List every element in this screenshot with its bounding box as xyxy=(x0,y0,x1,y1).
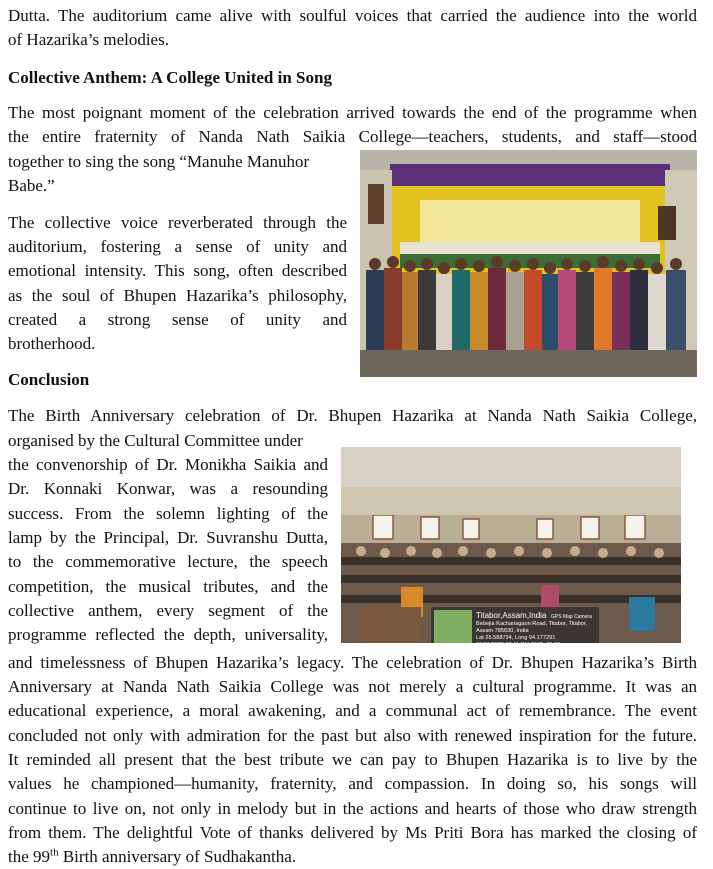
section-heading-anthem: Collective Anthem: A College United in Song xyxy=(8,68,332,87)
conclusion-narrow-line-9: programme reflected the depth, universality, xyxy=(8,625,328,644)
last-line-post: Birth anniversary of Sudhakantha. xyxy=(58,847,297,866)
gps-map-thumbnail xyxy=(434,610,472,643)
intro-line-2: of Hazarika’s melodies. xyxy=(8,30,169,49)
intro-line-1: Dutta. The auditorium came alive with soulful voices that carried the audience into the world xyxy=(8,6,697,25)
conclusion-narrow-line-1: organised by the Cultural Committee under xyxy=(8,431,303,450)
conclusion-last-line xyxy=(8,845,697,869)
conclusion-narrow-line-4: success. From the solemn lighting of the xyxy=(8,504,328,523)
conclusion-wide-line-7: continue to live on, not only in melody but in the actions and hearts of those who draw strength xyxy=(8,799,697,818)
conclusion-wide-line-3: educational experience, a moral awakening, and a communal act of remembrance. The event xyxy=(8,701,697,720)
gps-camera-badge: GPS Map Camera xyxy=(551,614,592,620)
gps-location-title: Titabor,Assam,India xyxy=(476,611,547,620)
conclusion-narrow-line-7: competition, the musical tributes, and the xyxy=(8,577,328,596)
conclusion-narrow-line-6: to the commemorative lecture, the speech xyxy=(8,552,328,571)
conclusion-wide-line-1: and timelessness of Bhupen Hazarika’s legacy. The celebration of Dr. Bhupen Hazarika’s Birth xyxy=(8,653,697,672)
conclusion-wide-line-2: Anniversary at Nanda Nath Saikia College was not merely a cultural programme. It was an xyxy=(8,677,697,696)
audience-photo-hall xyxy=(341,447,681,643)
conclusion-wide-line-4: concluded not only with admiration for the past but also with renewed inspiration for the future. xyxy=(8,726,697,745)
last-line-pre: the 99 xyxy=(8,847,51,866)
gps-datetime xyxy=(476,642,596,643)
conclusion-narrow-line-8: collective anthem, every segment of the xyxy=(8,601,328,620)
anthem-line-2: the entire fraternity of Nanda Nath Saikia College—teachers, students, and staff—stood xyxy=(8,127,697,146)
conclusion-wide-line-8: from them. The delightful Vote of thanks delivered by Ms Priti Bora has marked the closing of xyxy=(8,823,697,842)
gps-address: Bebejia Kachariagaon Road, Titabor, Titabor, Assam 785630, India xyxy=(476,621,588,634)
anthem-para2-line-2: auditorium, fostering a sense of unity and xyxy=(8,237,347,256)
anthem-line-1: The most poignant moment of the celebration arrived towards the end of the programme when xyxy=(8,103,697,122)
gps-coords: Lat 26.588734, Long 94.177291 xyxy=(476,635,556,641)
ordinal-superscript: th xyxy=(50,846,59,859)
conclusion-narrow-line-2: the convenorship of Dr. Monikha Saikia and xyxy=(8,455,328,474)
conclusion-narrow-line-3: Dr. Konnaki Konwar, was a resounding xyxy=(8,479,328,498)
section-heading-conclusion: Conclusion xyxy=(8,370,90,389)
conclusion-line-1: The Birth Anniversary celebration of Dr. Bhupen Hazarika at Nanda Nath Saikia College, xyxy=(8,406,697,425)
anthem-para2-line-1: The collective voice reverberated through the xyxy=(8,213,347,232)
conclusion-narrow-line-5: lamp by the Principal, Dr. Suvranshu Dutta, xyxy=(8,528,328,547)
anthem-line-3: together to sing the song “Manuhe Manuhor xyxy=(8,152,310,171)
conclusion-wide-line-5: It reminded all present that the best tribute we can pay to Bhupen Hazarika is to live by the xyxy=(8,750,697,769)
anthem-para2-line-5: created a strong sense of unity and xyxy=(8,310,347,329)
group-photo-stage xyxy=(360,150,697,377)
anthem-para2-line-4: as the soul of Bhupen Hazarika’s philosophy, xyxy=(8,286,347,305)
anthem-line-4: Babe.” xyxy=(8,176,55,195)
anthem-para2-line-3: emotional intensity. This song, often described xyxy=(8,261,347,280)
anthem-para2-line-6: brotherhood. xyxy=(8,334,96,353)
conclusion-wide-line-6: values he championed—humanity, fraternity, and compassion. In doing so, his songs will xyxy=(8,774,697,793)
